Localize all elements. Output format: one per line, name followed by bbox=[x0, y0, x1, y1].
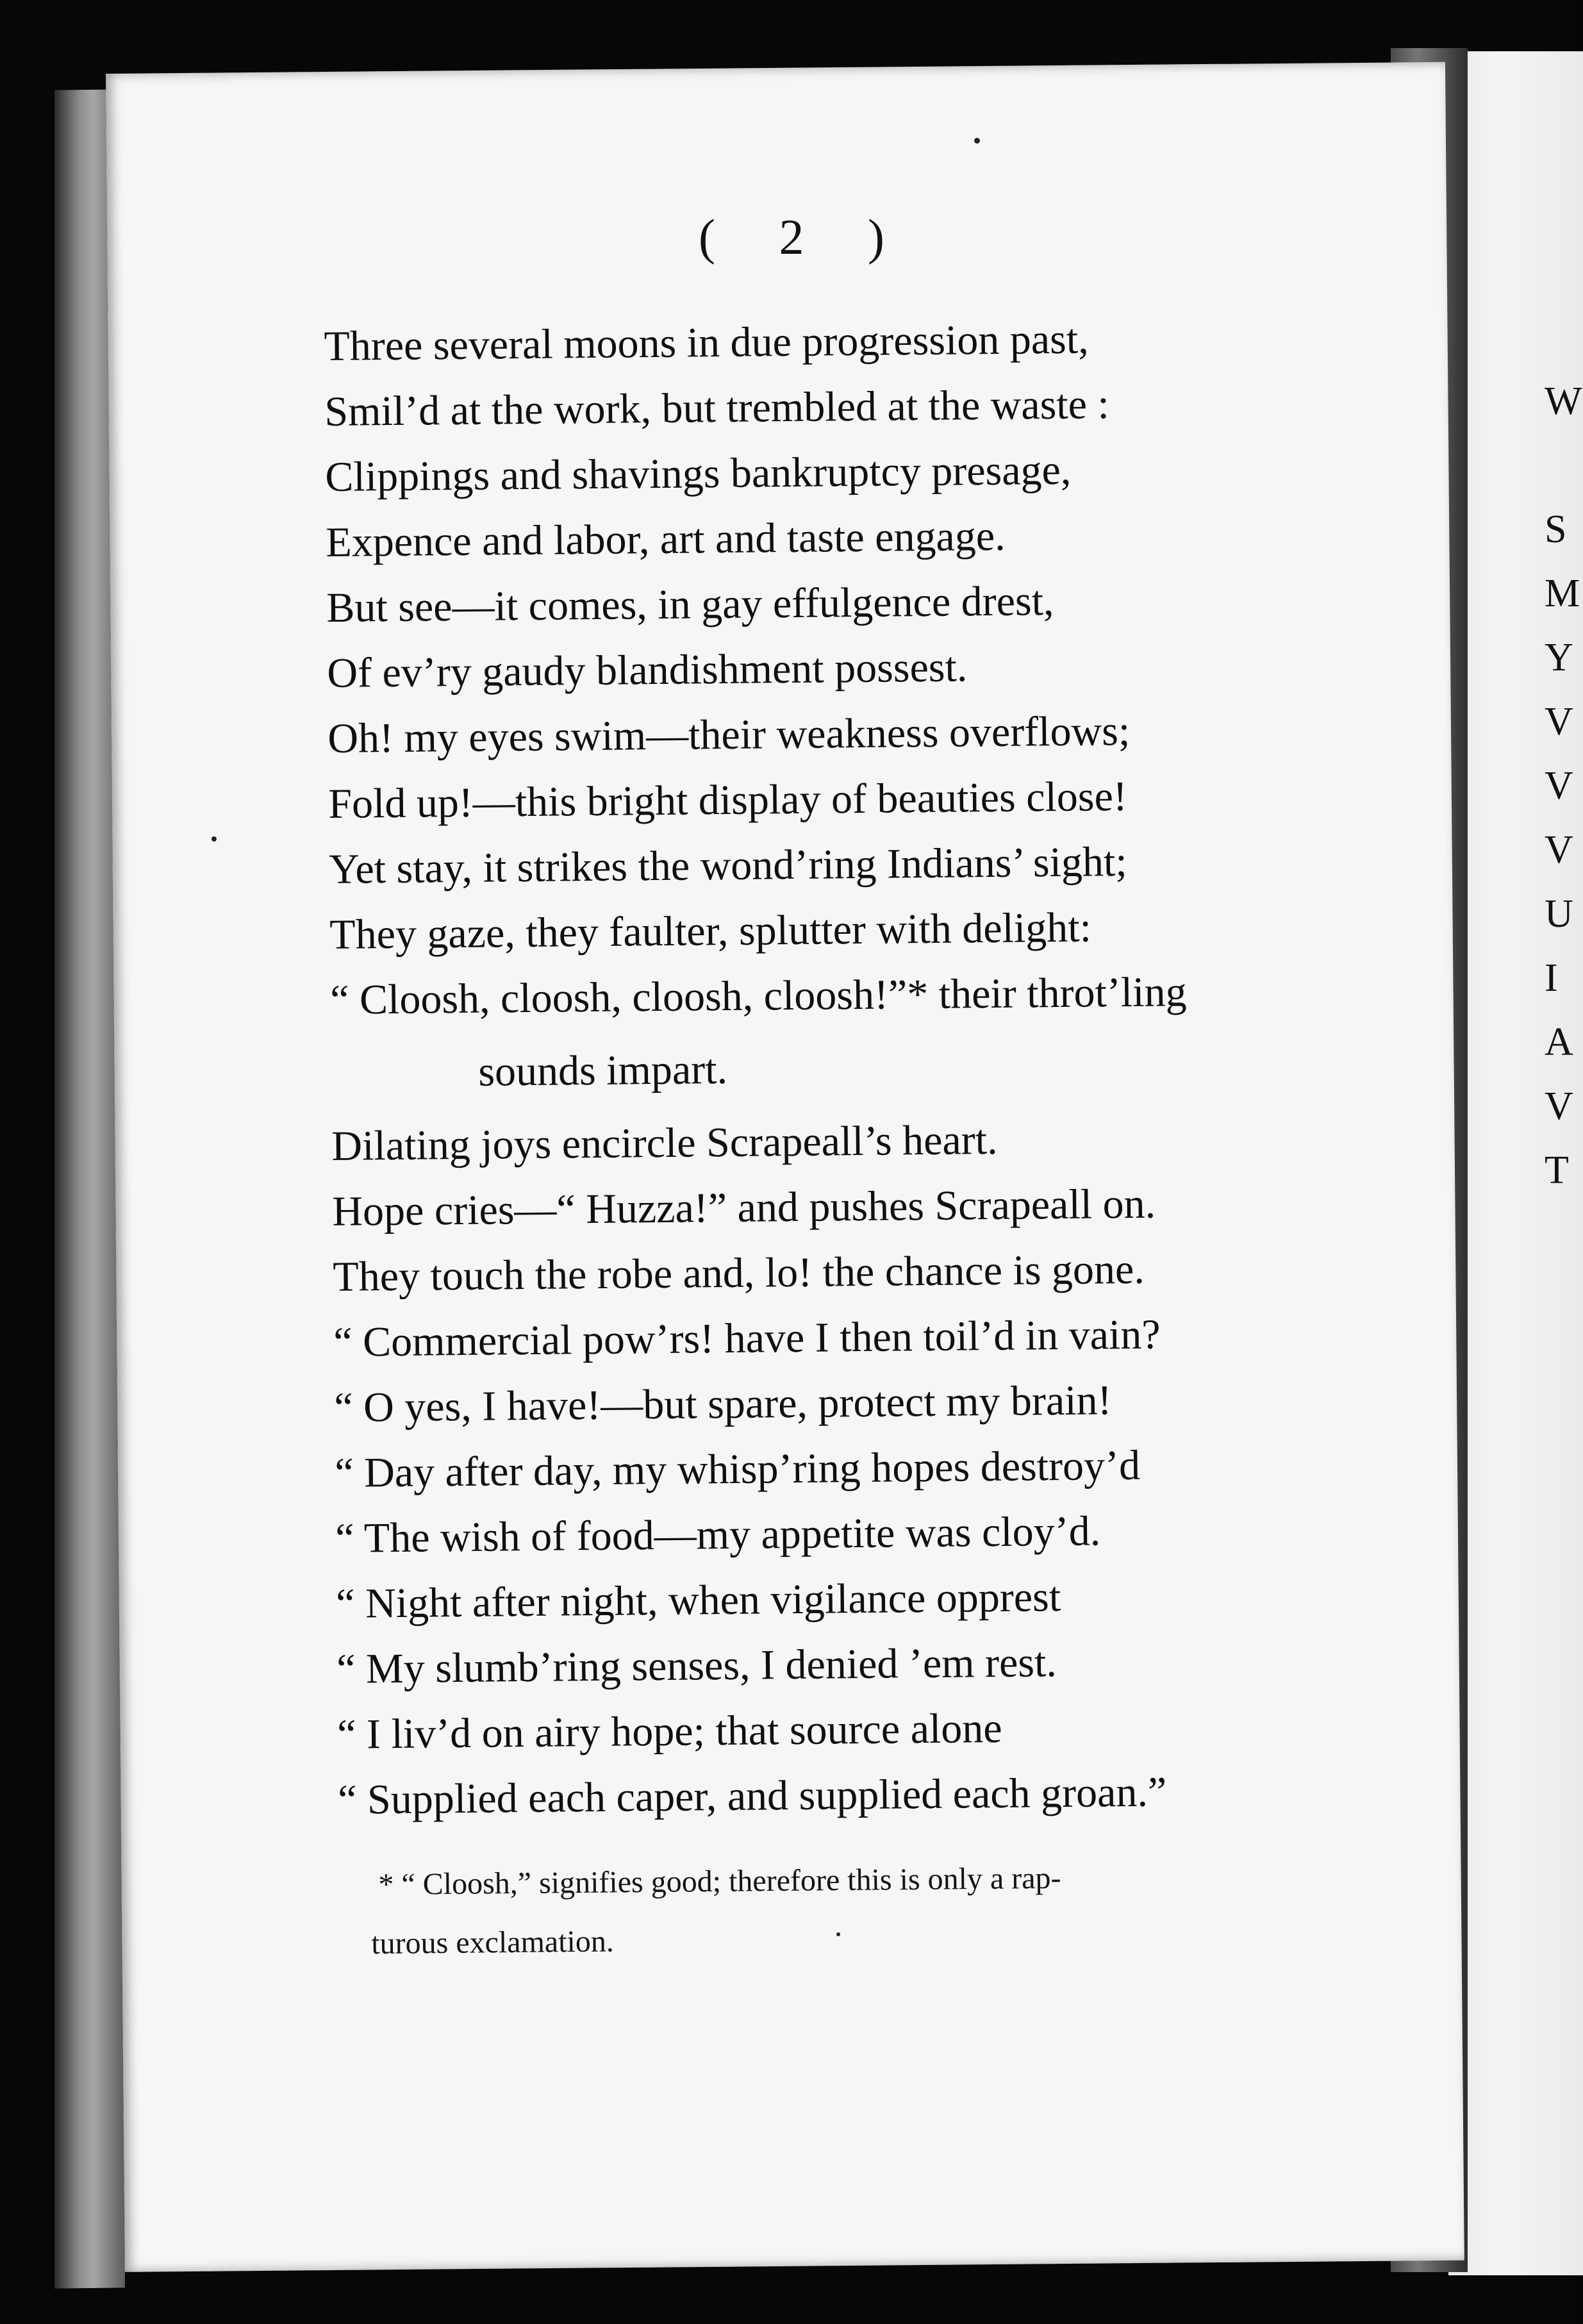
facing-page-fragment: V bbox=[1545, 1084, 1573, 1128]
ink-speck bbox=[211, 836, 217, 842]
facing-page-fragment: T bbox=[1545, 1149, 1569, 1192]
facing-page-fragment: V bbox=[1545, 700, 1573, 743]
facing-page bbox=[1448, 51, 1583, 2275]
poem-line: Three several moons in due progression past, bbox=[324, 315, 1089, 370]
poem-line: “ Supplied each caper, and supplied each groan.” bbox=[337, 1768, 1167, 1823]
poem-line: They gaze, they faulter, splutter with delight: bbox=[329, 904, 1092, 958]
footnote-line: turous exclamation. bbox=[371, 1924, 615, 1961]
poem-line: Fold up!—this bright display of beauties close! bbox=[327, 773, 1128, 827]
facing-page-fragment: U bbox=[1545, 892, 1573, 936]
poem-line: Expence and labor, art and taste engage. bbox=[326, 512, 1006, 566]
facing-page-fragment: I bbox=[1545, 956, 1558, 1000]
poem-line: They touch the robe and, lo! the chance is gone. bbox=[333, 1245, 1145, 1300]
poem-line: Oh! my eyes swim—their weakness overflows; bbox=[327, 707, 1131, 762]
poem-line: “ O yes, I have!—but spare, protect my brain! bbox=[334, 1377, 1112, 1431]
poem-line: Yet stay, it strikes the wond’ring Indians’ sight; bbox=[328, 838, 1127, 893]
facing-page-fragment: V bbox=[1545, 828, 1573, 872]
facing-page-fragment: Y bbox=[1545, 636, 1573, 679]
poem-line: “ The wish of food—my appetite was cloy’d. bbox=[335, 1507, 1101, 1562]
facing-page-fragment: M bbox=[1545, 572, 1580, 615]
footnote-line: * “ Cloosh,” signifies good; therefore this is only a rap- bbox=[378, 1861, 1061, 1902]
ink-speck bbox=[974, 138, 980, 144]
poem-text bbox=[324, 304, 1338, 1833]
poem-line: Of ev’ry gaudy blandishment possest. bbox=[327, 643, 968, 697]
poem-line: Hope cries—“ Huzza!” and pushes Scrapeall on. bbox=[332, 1180, 1156, 1235]
facing-page-fragment: W bbox=[1545, 379, 1582, 423]
poem-line: “ My slumb’ring senses, I denied ’em rest. bbox=[336, 1639, 1057, 1693]
poem-line: But see—it comes, in gay effulgence drest, bbox=[326, 577, 1054, 631]
ink-speck bbox=[836, 1932, 840, 1936]
facing-page-fragment: S bbox=[1545, 508, 1567, 551]
poem-line-continuation: sounds impart. bbox=[478, 1046, 728, 1095]
poem-line: “ Night after night, when vigilance opprest bbox=[335, 1573, 1061, 1627]
poem-line: Clippings and shavings bankruptcy presage, bbox=[325, 446, 1072, 501]
poem-line: “ Commercial pow’rs! have I then toil’d in vain? bbox=[333, 1311, 1161, 1366]
poem-line: Dilating joys encircle Scrapeall’s heart. bbox=[331, 1116, 998, 1170]
poem-line: “ I liv’d on airy hope; that source alone bbox=[336, 1704, 1002, 1758]
page-number: ( 2 ) bbox=[699, 209, 910, 265]
facing-page-fragment: V bbox=[1545, 764, 1573, 808]
facing-page-fragment: A bbox=[1545, 1020, 1573, 1064]
poem-line: “ Cloosh, cloosh, cloosh, cloosh!”* their throt’ling bbox=[329, 968, 1187, 1024]
poem-line: Smil’d at the work, but trembled at the waste : bbox=[324, 381, 1110, 435]
poem-line: “ Day after day, my whisp’ring hopes destroy’d bbox=[335, 1441, 1141, 1497]
footnote bbox=[371, 1847, 1315, 1973]
